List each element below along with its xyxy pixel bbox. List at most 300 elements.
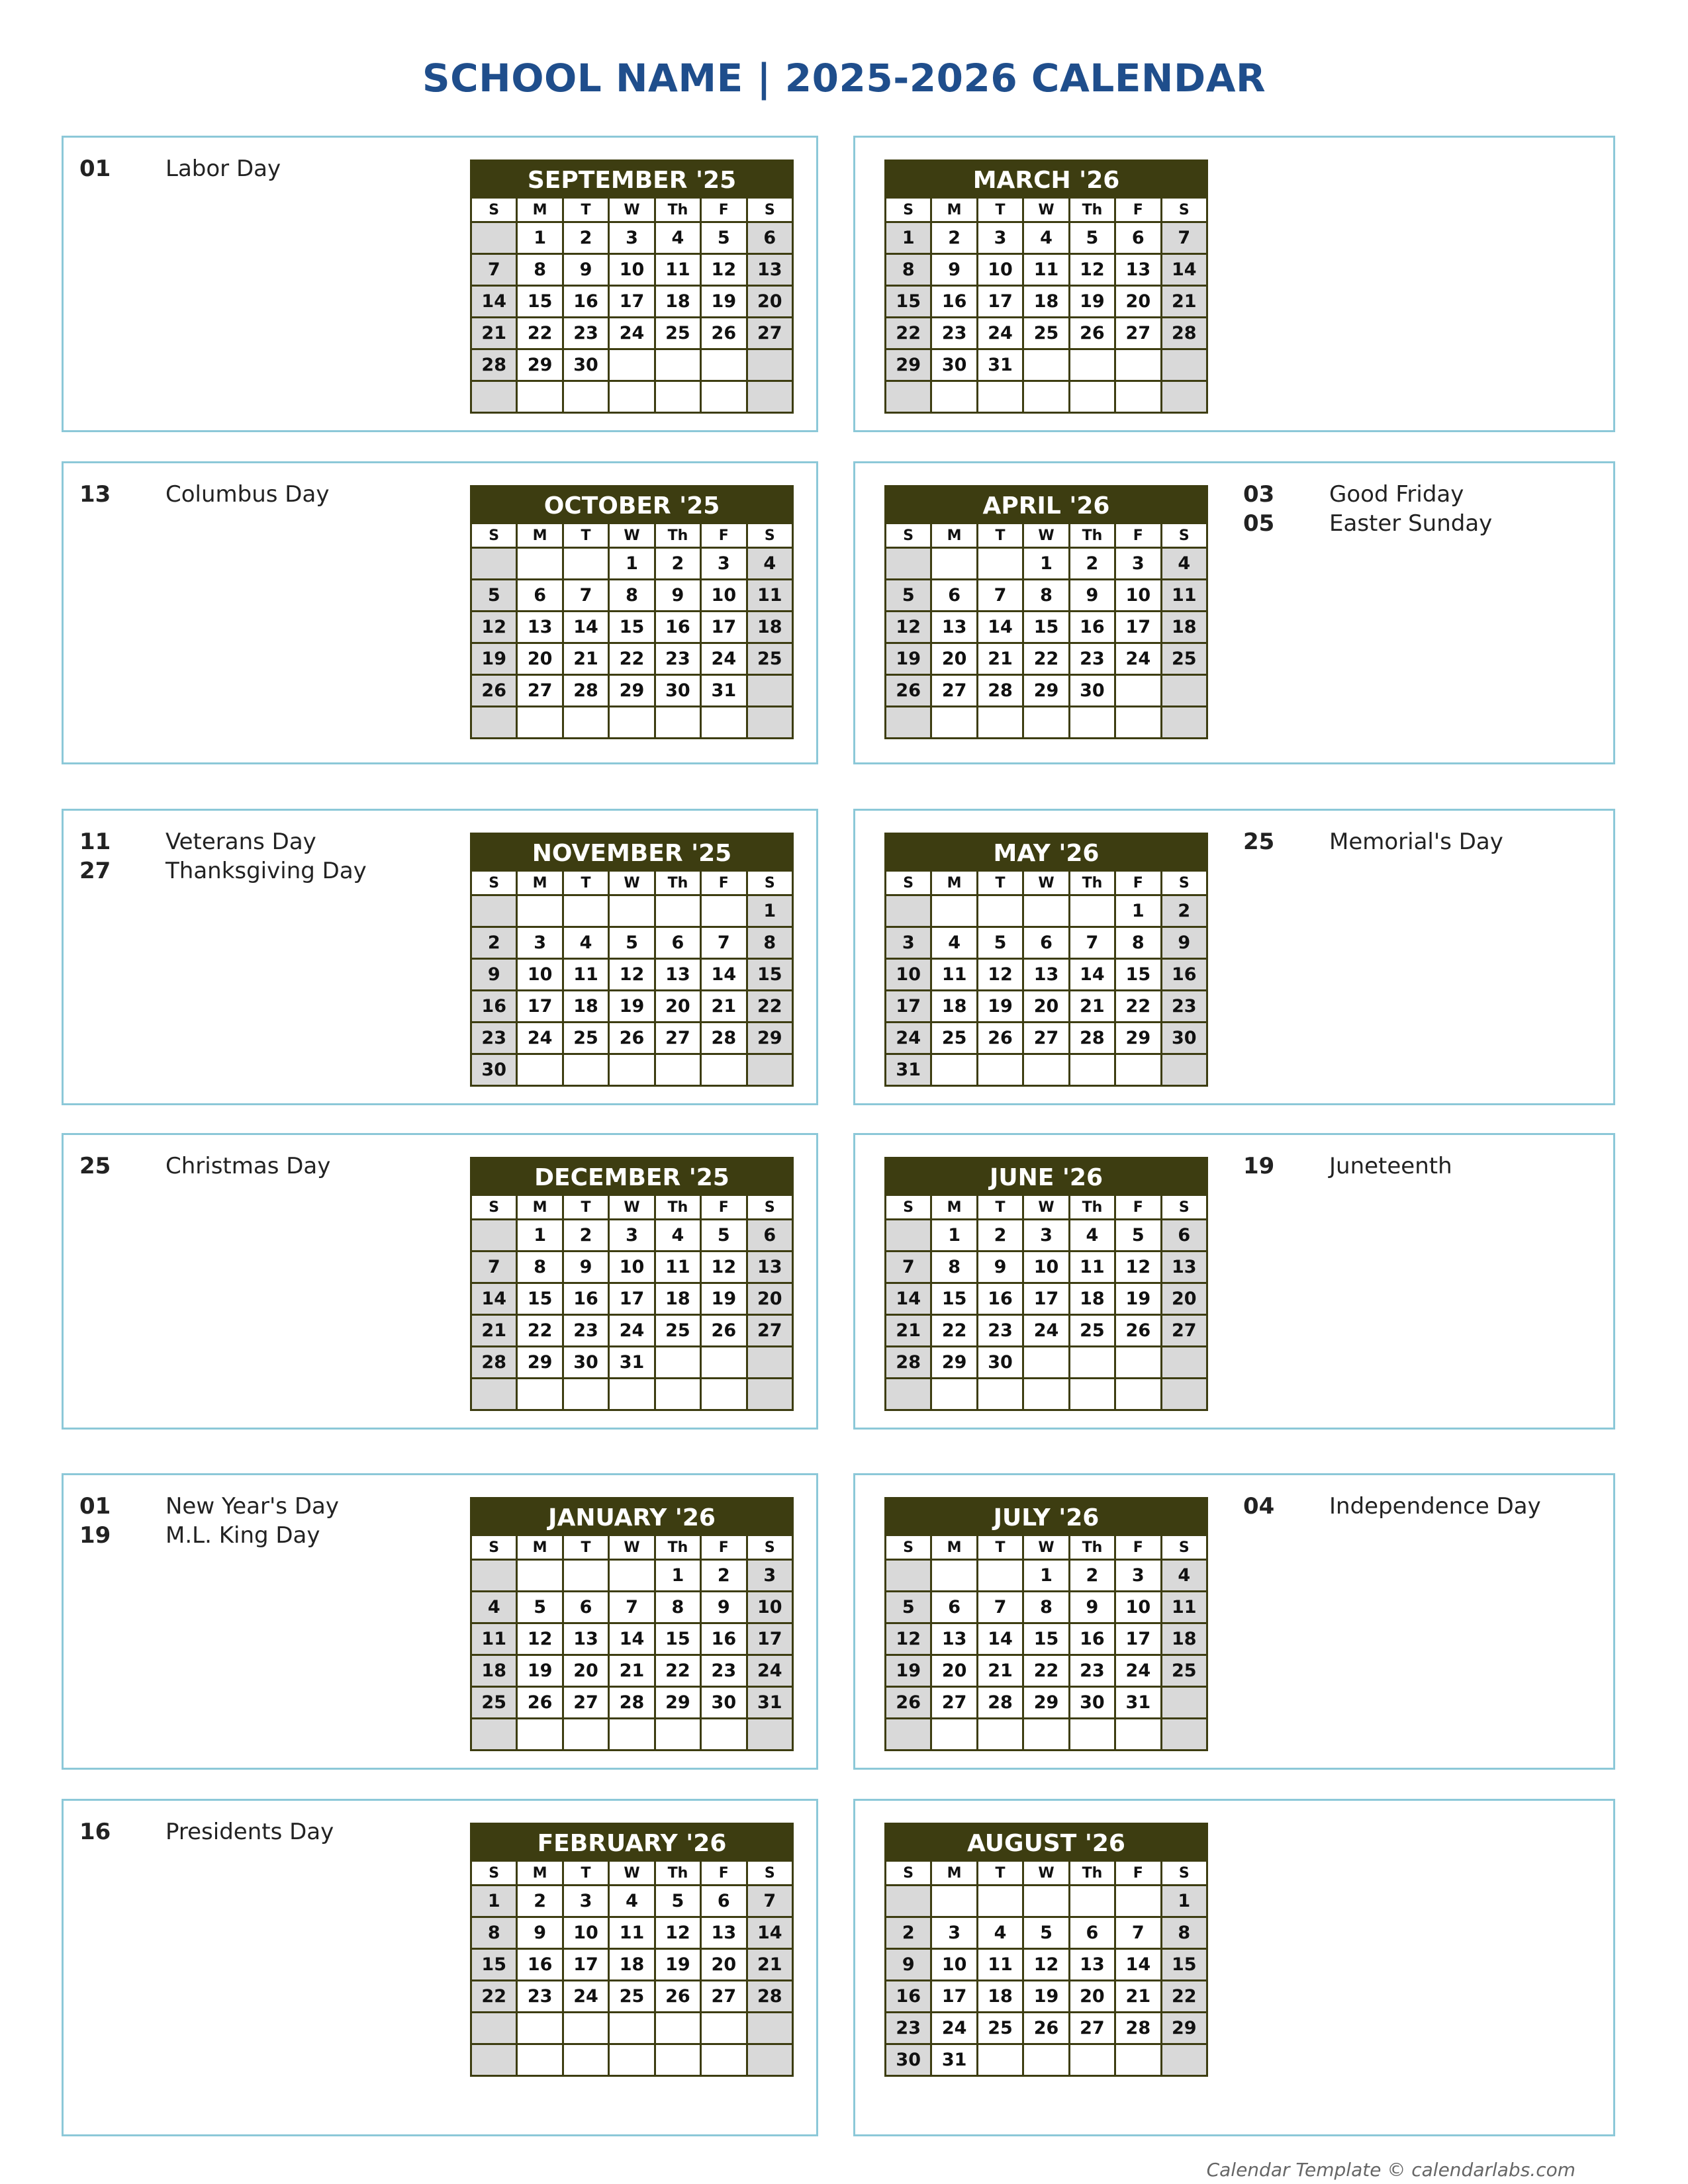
weekday-label: S [1161, 523, 1207, 548]
week-row [471, 675, 793, 707]
day-cell: 25 [747, 643, 792, 675]
day-cell: 16 [517, 1949, 563, 1981]
week-row [471, 643, 793, 675]
week-row [471, 1220, 793, 1251]
day-cell: 8 [609, 580, 655, 612]
day-cell [471, 381, 517, 413]
week-row [471, 2044, 793, 2076]
day-cell: 8 [471, 1917, 517, 1949]
day-cell [471, 548, 517, 580]
day-cell: 10 [609, 1251, 655, 1283]
holiday-name: Columbus Day [165, 481, 330, 508]
day-cell: 28 [977, 1687, 1023, 1719]
weekday-row [471, 1861, 793, 1886]
day-cell [701, 1347, 747, 1379]
day-cell: 1 [517, 222, 563, 254]
day-cell [1115, 1886, 1161, 1917]
day-cell [747, 707, 792, 739]
day-cell: 14 [1069, 959, 1115, 991]
day-cell [1161, 707, 1207, 739]
day-cell: 26 [701, 318, 747, 349]
day-cell: 23 [977, 1315, 1023, 1347]
day-cell: 10 [517, 959, 563, 991]
day-cell [1023, 2044, 1069, 2076]
day-cell: 29 [886, 349, 931, 381]
day-cell [1023, 1347, 1069, 1379]
day-cell [1161, 1687, 1207, 1719]
day-cell [1115, 1054, 1161, 1086]
day-cell: 4 [1161, 1560, 1207, 1592]
holiday-date: 19 [79, 1522, 111, 1549]
day-cell: 27 [931, 1687, 977, 1719]
day-cell: 20 [655, 991, 700, 1023]
holiday-list [1243, 480, 1492, 538]
week-row [471, 707, 793, 739]
day-cell: 28 [977, 675, 1023, 707]
week-row [886, 222, 1207, 254]
week-row [886, 1981, 1207, 2013]
day-cell: 11 [563, 959, 608, 991]
weekday-label: Th [1069, 1861, 1115, 1886]
day-cell: 4 [931, 927, 977, 959]
day-cell [886, 548, 931, 580]
day-cell [655, 381, 700, 413]
weekday-label: S [886, 198, 931, 222]
week-row [886, 381, 1207, 413]
day-cell: 8 [1161, 1917, 1207, 1949]
holiday-item [79, 827, 367, 856]
day-cell: 26 [1023, 2013, 1069, 2044]
day-cell [747, 1054, 792, 1086]
day-cell: 27 [517, 675, 563, 707]
week-row [471, 1283, 793, 1315]
week-row [471, 927, 793, 959]
day-cell: 2 [655, 548, 700, 580]
day-cell: 3 [609, 222, 655, 254]
day-cell: 27 [931, 675, 977, 707]
month-table [470, 1194, 794, 1411]
day-cell: 3 [931, 1917, 977, 1949]
day-cell [1115, 1379, 1161, 1410]
holiday-item [79, 856, 367, 886]
day-cell: 21 [563, 643, 608, 675]
weekday-label: S [1161, 871, 1207, 895]
day-cell: 20 [931, 643, 977, 675]
day-cell [563, 1054, 608, 1086]
day-cell: 1 [655, 1560, 700, 1592]
weekday-label: Th [655, 1861, 700, 1886]
day-cell: 9 [1161, 927, 1207, 959]
day-cell [517, 895, 563, 927]
day-cell: 28 [471, 349, 517, 381]
weekday-label: S [747, 523, 792, 548]
day-cell: 10 [886, 959, 931, 991]
week-row [886, 1623, 1207, 1655]
weekday-label: T [977, 1195, 1023, 1220]
day-cell: 25 [1023, 318, 1069, 349]
day-cell [471, 1560, 517, 1592]
day-cell: 11 [1023, 254, 1069, 286]
day-cell: 3 [1115, 548, 1161, 580]
week-row [886, 1655, 1207, 1687]
week-row [886, 991, 1207, 1023]
week-row [886, 1719, 1207, 1751]
day-cell: 14 [977, 1623, 1023, 1655]
day-cell: 5 [886, 580, 931, 612]
week-row [471, 1347, 793, 1379]
month-calendar [470, 1823, 794, 2077]
day-cell [1161, 1719, 1207, 1751]
day-cell: 4 [563, 927, 608, 959]
day-cell: 3 [1023, 1220, 1069, 1251]
day-cell: 16 [931, 286, 977, 318]
holiday-name: Independence Day [1329, 1493, 1541, 1520]
holiday-item [79, 1521, 339, 1550]
month-calendar [470, 1157, 794, 1411]
day-cell [1161, 381, 1207, 413]
week-row [886, 1347, 1207, 1379]
day-cell: 2 [517, 1886, 563, 1917]
week-row [886, 1220, 1207, 1251]
day-cell: 25 [471, 1687, 517, 1719]
day-cell: 17 [931, 1981, 977, 2013]
day-cell: 1 [1115, 895, 1161, 927]
week-row [471, 349, 793, 381]
week-row [471, 222, 793, 254]
weekday-label: W [1023, 1195, 1069, 1220]
day-cell: 10 [931, 1949, 977, 1981]
day-cell [655, 2013, 700, 2044]
day-cell: 14 [701, 959, 747, 991]
day-cell: 30 [931, 349, 977, 381]
day-cell [563, 1379, 608, 1410]
day-cell: 8 [747, 927, 792, 959]
day-cell [1069, 381, 1115, 413]
day-cell: 24 [931, 2013, 977, 2044]
month-table [884, 1860, 1208, 2077]
day-cell [701, 707, 747, 739]
day-cell: 21 [977, 643, 1023, 675]
day-cell: 15 [1023, 1623, 1069, 1655]
day-cell: 20 [1069, 1981, 1115, 2013]
week-row [471, 1949, 793, 1981]
holiday-name: Easter Sunday [1329, 510, 1493, 537]
day-cell: 5 [517, 1592, 563, 1623]
day-cell: 23 [517, 1981, 563, 2013]
day-cell: 30 [1069, 1687, 1115, 1719]
day-cell: 17 [1023, 1283, 1069, 1315]
day-cell: 24 [886, 1023, 931, 1054]
week-row [886, 643, 1207, 675]
week-row [471, 991, 793, 1023]
weekday-row [886, 198, 1207, 222]
day-cell [1161, 1054, 1207, 1086]
week-row [886, 675, 1207, 707]
day-cell [1023, 1054, 1069, 1086]
day-cell: 12 [886, 1623, 931, 1655]
day-cell: 18 [655, 286, 700, 318]
day-cell: 6 [563, 1592, 608, 1623]
day-cell: 22 [1115, 991, 1161, 1023]
weekday-label: Th [655, 523, 700, 548]
weekday-label: F [1115, 1535, 1161, 1560]
weekday-label: Th [655, 1535, 700, 1560]
day-cell [471, 2013, 517, 2044]
day-cell: 23 [701, 1655, 747, 1687]
holiday-list [79, 1817, 334, 1846]
day-cell: 30 [655, 675, 700, 707]
day-cell: 3 [747, 1560, 792, 1592]
day-cell: 2 [977, 1220, 1023, 1251]
day-cell: 11 [609, 1917, 655, 1949]
weekday-label: F [701, 198, 747, 222]
holiday-list [79, 827, 367, 886]
day-cell [701, 349, 747, 381]
day-cell: 29 [655, 1687, 700, 1719]
month-table [470, 1860, 794, 2077]
day-cell: 7 [471, 254, 517, 286]
day-cell: 18 [563, 991, 608, 1023]
day-cell: 9 [563, 254, 608, 286]
day-cell [977, 1560, 1023, 1592]
day-cell: 25 [655, 318, 700, 349]
month-calendar [884, 1497, 1208, 1751]
day-cell: 14 [1161, 254, 1207, 286]
day-cell: 12 [977, 959, 1023, 991]
day-cell [1115, 675, 1161, 707]
day-cell: 15 [655, 1623, 700, 1655]
day-cell: 15 [471, 1949, 517, 1981]
day-cell: 2 [563, 222, 608, 254]
day-cell: 21 [1161, 286, 1207, 318]
weekday-row [886, 1195, 1207, 1220]
day-cell: 9 [517, 1917, 563, 1949]
weekday-label: M [931, 871, 977, 895]
day-cell: 12 [517, 1623, 563, 1655]
weekday-label: M [517, 198, 563, 222]
day-cell [747, 1347, 792, 1379]
day-cell: 30 [886, 2044, 931, 2076]
day-cell: 3 [886, 927, 931, 959]
day-cell: 23 [1069, 643, 1115, 675]
day-cell: 17 [1115, 612, 1161, 643]
day-cell: 21 [886, 1315, 931, 1347]
day-cell: 7 [1115, 1917, 1161, 1949]
day-cell: 7 [563, 580, 608, 612]
day-cell [471, 1719, 517, 1751]
weekday-row [886, 1861, 1207, 1886]
day-cell [977, 1719, 1023, 1751]
holiday-item [79, 480, 329, 509]
week-row [471, 1687, 793, 1719]
weekday-label: S [471, 1535, 517, 1560]
day-cell: 5 [977, 927, 1023, 959]
holiday-date: 25 [1243, 829, 1275, 855]
day-cell [517, 381, 563, 413]
weekday-label: W [1023, 1861, 1069, 1886]
day-cell: 16 [701, 1623, 747, 1655]
day-cell: 16 [977, 1283, 1023, 1315]
day-cell [563, 548, 608, 580]
day-cell: 7 [977, 1592, 1023, 1623]
day-cell [609, 707, 655, 739]
day-cell: 19 [1069, 286, 1115, 318]
holiday-date: 13 [79, 481, 111, 508]
day-cell [886, 381, 931, 413]
day-cell [747, 1719, 792, 1751]
week-row [886, 927, 1207, 959]
week-row [886, 318, 1207, 349]
day-cell: 13 [1023, 959, 1069, 991]
day-cell [701, 1719, 747, 1751]
day-cell: 1 [931, 1220, 977, 1251]
day-cell: 22 [1023, 643, 1069, 675]
day-cell: 3 [977, 222, 1023, 254]
day-cell: 8 [886, 254, 931, 286]
day-cell: 9 [931, 254, 977, 286]
holiday-item [1243, 1152, 1452, 1181]
month-header: MAY '26 [884, 833, 1208, 870]
day-cell [886, 1560, 931, 1592]
day-cell: 4 [1069, 1220, 1115, 1251]
day-cell [931, 1379, 977, 1410]
week-row [886, 2044, 1207, 2076]
weekday-label: S [886, 871, 931, 895]
day-cell: 23 [563, 318, 608, 349]
day-cell: 12 [701, 1251, 747, 1283]
day-cell: 23 [563, 1315, 608, 1347]
day-cell [1115, 381, 1161, 413]
day-cell: 18 [471, 1655, 517, 1687]
weekday-label: M [931, 1861, 977, 1886]
day-cell: 3 [563, 1886, 608, 1917]
weekday-label: M [931, 1535, 977, 1560]
week-row [471, 1251, 793, 1283]
holiday-date: 16 [79, 1819, 111, 1845]
holiday-name: Good Friday [1329, 481, 1464, 508]
day-cell: 16 [1069, 612, 1115, 643]
day-cell: 13 [563, 1623, 608, 1655]
month-table [884, 1194, 1208, 1411]
day-cell: 20 [1161, 1283, 1207, 1315]
day-cell: 14 [471, 1283, 517, 1315]
weekday-label: T [563, 1195, 608, 1220]
day-cell: 8 [1023, 1592, 1069, 1623]
holiday-name: Thanksgiving Day [165, 858, 367, 884]
month-table [884, 522, 1208, 739]
day-cell: 14 [471, 286, 517, 318]
month-table [884, 197, 1208, 414]
day-cell [747, 2013, 792, 2044]
day-cell [701, 2044, 747, 2076]
day-cell: 19 [886, 643, 931, 675]
day-cell: 27 [1069, 2013, 1115, 2044]
weekday-label: S [1161, 1861, 1207, 1886]
weekday-label: S [471, 1861, 517, 1886]
weekday-label: M [931, 523, 977, 548]
day-cell: 30 [1161, 1023, 1207, 1054]
weekday-label: W [609, 871, 655, 895]
week-row [886, 1886, 1207, 1917]
day-cell: 15 [886, 286, 931, 318]
day-cell [1069, 349, 1115, 381]
day-cell: 24 [1115, 1655, 1161, 1687]
weekday-label: S [471, 871, 517, 895]
day-cell: 24 [1115, 643, 1161, 675]
day-cell: 12 [1115, 1251, 1161, 1283]
week-row [886, 1949, 1207, 1981]
holiday-list [79, 154, 281, 183]
day-cell: 25 [931, 1023, 977, 1054]
day-cell: 13 [747, 1251, 792, 1283]
day-cell: 2 [471, 927, 517, 959]
weekday-label: T [977, 871, 1023, 895]
day-cell: 3 [609, 1220, 655, 1251]
day-cell [471, 1220, 517, 1251]
weekday-label: M [931, 1195, 977, 1220]
day-cell: 7 [701, 927, 747, 959]
day-cell: 13 [517, 612, 563, 643]
day-cell: 31 [701, 675, 747, 707]
holiday-list [79, 480, 329, 509]
day-cell: 13 [1069, 1949, 1115, 1981]
day-cell: 25 [609, 1981, 655, 2013]
day-cell: 28 [609, 1687, 655, 1719]
day-cell: 26 [517, 1687, 563, 1719]
day-cell: 1 [471, 1886, 517, 1917]
day-cell: 16 [471, 991, 517, 1023]
day-cell [747, 2044, 792, 2076]
day-cell: 22 [517, 318, 563, 349]
month-table [470, 197, 794, 414]
day-cell: 19 [471, 643, 517, 675]
day-cell [1069, 707, 1115, 739]
weekday-label: S [747, 871, 792, 895]
weekday-row [471, 1195, 793, 1220]
month-calendar [470, 1497, 794, 1751]
weekday-label: S [471, 523, 517, 548]
day-cell [517, 1719, 563, 1751]
weekday-label: W [609, 1861, 655, 1886]
holiday-item [1243, 509, 1492, 538]
day-cell: 31 [1115, 1687, 1161, 1719]
day-cell: 21 [1069, 991, 1115, 1023]
day-cell: 30 [563, 1347, 608, 1379]
month-header: AUGUST '26 [884, 1823, 1208, 1860]
holiday-name: Labor Day [165, 156, 281, 182]
day-cell: 29 [747, 1023, 792, 1054]
day-cell: 9 [977, 1251, 1023, 1283]
week-row [471, 1981, 793, 2013]
day-cell: 22 [747, 991, 792, 1023]
day-cell: 28 [1069, 1023, 1115, 1054]
holiday-date: 25 [79, 1153, 111, 1179]
day-cell [1069, 2044, 1115, 2076]
day-cell: 4 [471, 1592, 517, 1623]
day-cell: 4 [1023, 222, 1069, 254]
day-cell: 12 [886, 612, 931, 643]
page-title: SCHOOL NAME | 2025-2026 CALENDAR [422, 56, 1266, 101]
holiday-date: 01 [79, 1493, 111, 1520]
day-cell: 30 [701, 1687, 747, 1719]
weekday-row [886, 523, 1207, 548]
weekday-label: T [563, 523, 608, 548]
day-cell: 26 [701, 1315, 747, 1347]
week-row [471, 1379, 793, 1410]
weekday-label: F [1115, 871, 1161, 895]
day-cell: 13 [701, 1917, 747, 1949]
day-cell [1023, 707, 1069, 739]
